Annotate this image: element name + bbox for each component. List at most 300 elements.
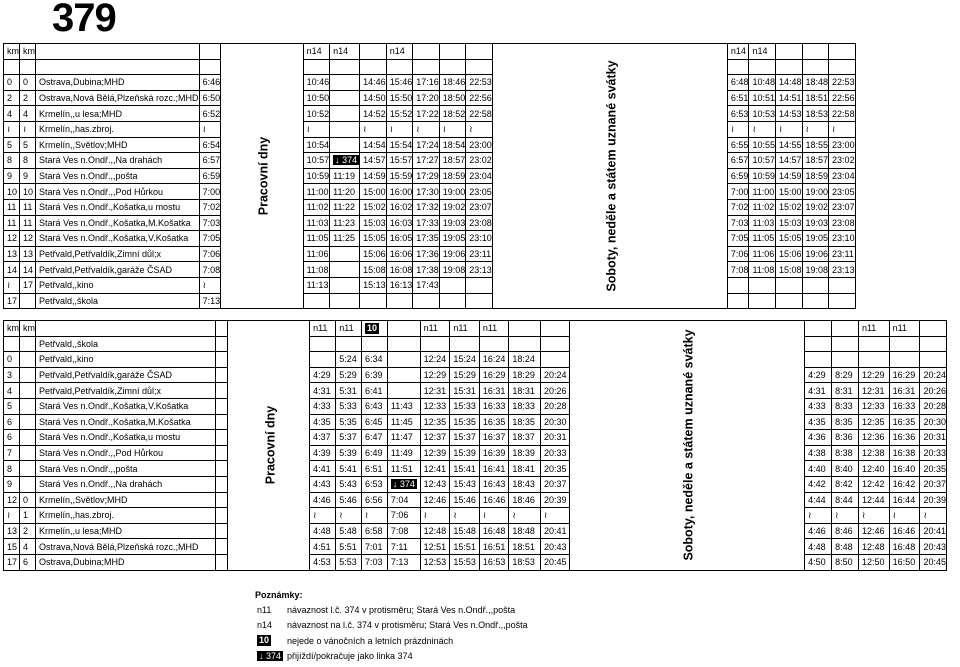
km-cell <box>20 414 36 430</box>
note-cell: n11 <box>450 321 480 337</box>
time-cell: 5:53 <box>336 554 362 570</box>
time-cell: 23:11 <box>829 246 856 262</box>
time-cell: 4:31 <box>805 383 832 399</box>
time-cell: 15:08 <box>360 262 387 278</box>
km-cell: 6 <box>4 430 20 446</box>
time-cell <box>215 492 227 508</box>
time-cell <box>413 293 440 309</box>
table-row <box>4 90 856 106</box>
time-cell: 4:33 <box>310 398 336 414</box>
time-cell <box>387 383 420 399</box>
time-cell: 23:07 <box>466 199 493 215</box>
time-cell: 6:48 <box>727 75 749 91</box>
time-cell: 12:24 <box>420 352 450 368</box>
km-cell: 5 <box>4 137 20 153</box>
time-cell: 14:59 <box>775 168 802 184</box>
time-cell: 11:19 <box>330 168 360 184</box>
time-cell: ≀ <box>303 121 330 137</box>
time-cell <box>889 352 920 368</box>
time-cell: 16:44 <box>889 492 920 508</box>
time-cell: 16:31 <box>889 383 920 399</box>
km-cell: 4 <box>20 106 36 122</box>
km-cell <box>20 445 36 461</box>
time-cell: 20:24 <box>541 367 570 383</box>
time-cell <box>749 277 776 293</box>
header-cell <box>439 59 466 75</box>
time-cell: 15:08 <box>775 262 802 278</box>
km-cell <box>20 398 36 414</box>
table-row <box>4 539 947 555</box>
time-cell: 5:46 <box>336 492 362 508</box>
table-row <box>4 336 947 352</box>
footnote-symbol <box>255 605 287 615</box>
time-cell: 6:41 <box>361 383 387 399</box>
time-cell: 16:29 <box>889 367 920 383</box>
continues-line-badge: ↓ 374 <box>392 479 415 490</box>
note-cell <box>361 321 387 337</box>
header-cell <box>303 59 330 75</box>
time-cell: 4:41 <box>310 461 336 477</box>
time-cell: 11:05 <box>303 231 330 247</box>
time-cell: 10:59 <box>749 168 776 184</box>
time-cell: 10:50 <box>303 90 330 106</box>
time-cell: 7:13 <box>199 293 221 309</box>
time-cell: 17:20 <box>413 90 440 106</box>
time-cell: 5:41 <box>336 461 362 477</box>
km-cell: 9 <box>20 168 36 184</box>
time-cell <box>215 476 227 492</box>
table-row <box>4 137 856 153</box>
time-cell: ≀ <box>361 508 387 524</box>
time-cell: 4:42 <box>805 476 832 492</box>
time-cell: 7:06 <box>199 246 221 262</box>
time-cell: 23:04 <box>466 168 493 184</box>
time-cell <box>215 414 227 430</box>
time-cell: ≀ <box>802 121 829 137</box>
time-cell: 7:03 <box>199 215 221 231</box>
note-cell: n14 <box>727 44 749 60</box>
time-cell: 11:13 <box>303 277 330 293</box>
table-row <box>4 352 947 368</box>
km-cell: 0 <box>20 492 36 508</box>
time-cell: 8:46 <box>832 523 859 539</box>
time-cell: 18:46 <box>509 492 541 508</box>
time-cell: 20:45 <box>920 554 947 570</box>
time-cell: 20:28 <box>920 398 947 414</box>
time-cell: 11:23 <box>330 215 360 231</box>
table-row <box>4 492 947 508</box>
time-cell: 16:51 <box>479 539 509 555</box>
time-cell: 23:05 <box>829 184 856 200</box>
time-cell <box>386 293 413 309</box>
time-cell: ≀ <box>360 121 387 137</box>
footnote-symbol-text: n14 <box>257 620 273 631</box>
time-cell: 23:02 <box>466 153 493 169</box>
time-cell: 19:05 <box>439 231 466 247</box>
time-cell: 19:03 <box>439 215 466 231</box>
time-cell: 16:35 <box>889 414 920 430</box>
header-cell <box>749 59 776 75</box>
time-cell: 22:58 <box>466 106 493 122</box>
footnote-text: návaznost na l.č. 374 v protisměru; Stará Ves n.Ondř.,,pošta <box>287 620 528 631</box>
time-cell: 6:59 <box>727 168 749 184</box>
time-cell: 10:54 <box>303 137 330 153</box>
time-cell: 6:39 <box>361 367 387 383</box>
table-row <box>4 293 856 309</box>
time-cell: 12:48 <box>420 523 450 539</box>
time-cell: 19:08 <box>439 262 466 278</box>
time-cell: 20:45 <box>541 554 570 570</box>
time-cell: 10:57 <box>749 153 776 169</box>
km-cell: 11 <box>20 199 36 215</box>
km-cell: 11 <box>20 215 36 231</box>
km-cell <box>4 336 20 352</box>
time-cell <box>330 90 360 106</box>
time-cell: 14:59 <box>360 168 387 184</box>
time-cell: 8:50 <box>832 554 859 570</box>
time-cell <box>832 352 859 368</box>
note-cell <box>360 44 387 60</box>
table-row <box>4 168 856 184</box>
time-cell: 17:36 <box>413 246 440 262</box>
note-cell: n14 <box>749 44 776 60</box>
time-cell <box>775 293 802 309</box>
time-cell <box>805 352 832 368</box>
footnote-item <box>255 649 528 665</box>
time-cell <box>387 367 420 383</box>
time-cell: 16:37 <box>479 430 509 446</box>
stop-name: Krmelín,,u lesa;MHD <box>36 523 216 539</box>
time-cell: 11:03 <box>749 215 776 231</box>
time-cell: ≀ <box>805 508 832 524</box>
footnote-item <box>255 633 528 649</box>
time-cell: 8:44 <box>832 492 859 508</box>
km-cell: 8 <box>4 153 20 169</box>
time-cell <box>450 336 480 352</box>
km-cell: 13 <box>4 523 20 539</box>
stop-name: Krmelín,,has.zbroj. <box>36 121 200 137</box>
time-cell: 20:30 <box>541 414 570 430</box>
footnote-symbol-text: n11 <box>257 604 272 615</box>
km-cell <box>20 352 36 368</box>
time-cell: 6:51 <box>361 461 387 477</box>
time-cell: 12:41 <box>420 461 450 477</box>
time-cell <box>215 461 227 477</box>
time-cell: 16:50 <box>889 554 920 570</box>
time-cell: 18:59 <box>439 168 466 184</box>
time-cell: 23:00 <box>466 137 493 153</box>
time-cell: 16:46 <box>479 492 509 508</box>
km-cell <box>20 336 36 352</box>
time-cell: 7:13 <box>387 554 420 570</box>
stop-name: Krmelín,,Světlov;MHD <box>36 137 200 153</box>
time-cell: 20:30 <box>920 414 947 430</box>
table-row <box>4 121 856 137</box>
time-cell: 6:54 <box>199 137 221 153</box>
time-cell: 14:53 <box>775 106 802 122</box>
stop-header <box>36 321 216 337</box>
time-cell: 20:43 <box>920 539 947 555</box>
time-cell: 8:35 <box>832 414 859 430</box>
weekends-label-label: Soboty, neděle a státem uznané svátky <box>681 329 696 561</box>
stop-name: Stará Ves n.Ondř.,,Na drahách <box>36 153 200 169</box>
time-cell: 10:52 <box>303 106 330 122</box>
time-cell: 12:42 <box>858 476 889 492</box>
time-cell: 19:00 <box>439 184 466 200</box>
time-cell: 12:46 <box>420 492 450 508</box>
time-cell: 11:08 <box>303 262 330 278</box>
time-cell: 5:37 <box>336 430 362 446</box>
km-cell: 9 <box>4 168 20 184</box>
stop-name: Krmelín,,u lesa;MHD <box>36 106 200 122</box>
time-cell <box>330 75 360 91</box>
time-cell: ≀ <box>509 508 541 524</box>
time-cell: 20:41 <box>920 523 947 539</box>
time-cell: 18:31 <box>509 383 541 399</box>
time-cell: 15:51 <box>450 539 480 555</box>
km-cell: 17 <box>4 554 20 570</box>
time-cell: 7:05 <box>727 231 749 247</box>
time-cell: 11:25 <box>330 231 360 247</box>
time-cell: 11:20 <box>330 184 360 200</box>
km-cell: ≀ <box>4 121 20 137</box>
time-cell <box>805 336 832 352</box>
time-cell <box>361 336 387 352</box>
table-row <box>4 523 947 539</box>
km-cell: 0 <box>4 75 20 91</box>
time-cell: 18:51 <box>802 90 829 106</box>
workdays-label <box>221 44 304 309</box>
table-row <box>4 215 856 231</box>
note-cell <box>829 44 856 60</box>
table-row <box>4 262 856 278</box>
time-cell: 14:55 <box>775 137 802 153</box>
time-cell: 22:58 <box>829 106 856 122</box>
time-cell: ≀ <box>420 508 450 524</box>
km-cell: 13 <box>20 246 36 262</box>
time-cell: 4:53 <box>310 554 336 570</box>
time-cell: 16:41 <box>479 461 509 477</box>
time-cell: 6:34 <box>361 352 387 368</box>
note-cell <box>439 44 466 60</box>
time-cell: 12:36 <box>858 430 889 446</box>
time-cell <box>420 336 450 352</box>
table-row <box>4 153 856 169</box>
km-cell: 11 <box>4 215 20 231</box>
time-cell: 5:39 <box>336 445 362 461</box>
time-cell: 12:50 <box>858 554 889 570</box>
stop-name: Stará Ves n.Ondř.,Košatka,V.Košatka <box>36 398 216 414</box>
footnote-symbol <box>255 620 287 630</box>
time-cell: 19:06 <box>802 246 829 262</box>
time-cell: 11:06 <box>303 246 330 262</box>
time-cell: 15:37 <box>450 430 480 446</box>
time-cell: 7:08 <box>199 262 221 278</box>
time-cell: 12:46 <box>858 523 889 539</box>
time-cell: 11:08 <box>749 262 776 278</box>
time-cell: 15:59 <box>386 168 413 184</box>
header-cell <box>386 59 413 75</box>
note-cell <box>466 44 493 60</box>
footnote-symbol-text: ↓ 374 <box>259 651 282 662</box>
time-cell: 11:00 <box>749 184 776 200</box>
weekends-label <box>492 44 727 309</box>
time-cell: 6:58 <box>361 523 387 539</box>
time-cell: 6:43 <box>361 398 387 414</box>
time-cell: 16:05 <box>386 231 413 247</box>
time-cell: 12:33 <box>420 398 450 414</box>
time-cell <box>215 445 227 461</box>
time-cell: 6:49 <box>361 445 387 461</box>
time-cell: 16:43 <box>479 476 509 492</box>
time-cell: 15:03 <box>360 215 387 231</box>
time-cell <box>215 352 227 368</box>
time-cell: 15:13 <box>360 277 387 293</box>
km-header: km <box>4 321 20 337</box>
time-cell: 11:49 <box>387 445 420 461</box>
time-cell: ≀ <box>775 121 802 137</box>
time-cell: 11:02 <box>749 199 776 215</box>
time-cell: 18:35 <box>509 414 541 430</box>
time-cell <box>829 293 856 309</box>
time-cell: 10:48 <box>749 75 776 91</box>
time-cell: 23:13 <box>829 262 856 278</box>
time-cell: ≀ <box>386 121 413 137</box>
note-cell <box>775 44 802 60</box>
table-row <box>4 367 947 383</box>
km-cell <box>20 430 36 446</box>
time-cell: 7:08 <box>727 262 749 278</box>
km-cell <box>20 383 36 399</box>
holiday-note-badge: 10 <box>366 323 377 334</box>
time-cell: 12:37 <box>420 430 450 446</box>
note-cell <box>920 321 947 337</box>
stop-name: Stará Ves n.Ondř.,Košatka,M.Košatka <box>36 414 216 430</box>
time-cell: 11:03 <box>303 215 330 231</box>
time-cell: 17:24 <box>413 137 440 153</box>
time-cell: 12:43 <box>420 476 450 492</box>
time-cell: 17:33 <box>413 215 440 231</box>
stop-name: Petřvald,Petřvaldík,garáže ČSAD <box>36 262 200 278</box>
header-cell <box>802 59 829 75</box>
time-cell: 7:05 <box>199 231 221 247</box>
km-cell <box>20 476 36 492</box>
time-cell: 16:40 <box>889 461 920 477</box>
time-cell <box>330 121 360 137</box>
stop-header <box>36 44 200 60</box>
time-cell: 8:31 <box>832 383 859 399</box>
time-cell <box>215 336 227 352</box>
time-cell: 14:51 <box>775 90 802 106</box>
time-cell <box>858 336 889 352</box>
note-cell <box>541 321 570 337</box>
header-cell <box>330 59 360 75</box>
time-cell: 22:53 <box>466 75 493 91</box>
time-cell: 18:24 <box>509 352 541 368</box>
time-cell: 15:43 <box>450 476 480 492</box>
stop-name: Stará Ves n.Ondř.,,Pod Hůrkou <box>36 184 200 200</box>
time-cell <box>215 523 227 539</box>
stop-name: Stará Ves n.Ondř.,Košatka,u mostu <box>36 199 200 215</box>
time-cell: 10:55 <box>749 137 776 153</box>
time-cell: 11:22 <box>330 199 360 215</box>
time-cell: 12:40 <box>858 461 889 477</box>
time-cell: 18:29 <box>509 367 541 383</box>
weekends-label-label: Soboty, neděle a státem uznané svátky <box>604 59 619 292</box>
km-header: km <box>4 44 20 60</box>
header-cell <box>775 59 802 75</box>
km-cell: 8 <box>20 153 36 169</box>
time-cell: 6:51 <box>727 90 749 106</box>
time-cell <box>802 293 829 309</box>
time-cell: 4:39 <box>310 445 336 461</box>
km-cell: 10 <box>20 184 36 200</box>
time-cell: 11:47 <box>387 430 420 446</box>
note-cell: n14 <box>386 44 413 60</box>
time-cell <box>360 293 387 309</box>
time-cell <box>215 383 227 399</box>
time-cell <box>775 277 802 293</box>
time-cell: 15:52 <box>386 106 413 122</box>
time-cell: 17:29 <box>413 168 440 184</box>
stop-name: Petřvald,,škola <box>36 336 216 352</box>
km-cell: 4 <box>4 106 20 122</box>
time-cell: ≀ <box>199 121 221 137</box>
time-cell: 18:43 <box>509 476 541 492</box>
stop-name: Stará Ves n.Ondř.,,Pod Hůrkou <box>36 445 216 461</box>
time-cell: 15:06 <box>775 246 802 262</box>
footnotes <box>255 590 528 664</box>
time-cell: 8:38 <box>832 445 859 461</box>
time-cell: 6:55 <box>727 137 749 153</box>
table-row <box>4 414 947 430</box>
stop-name: Ostrava,Nová Bělá,Plzeňská rozc.;MHD <box>36 539 216 555</box>
time-cell <box>889 336 920 352</box>
km-cell: 2 <box>4 90 20 106</box>
km-cell: 17 <box>20 277 36 293</box>
note-cell: n14 <box>330 44 360 60</box>
time-cell: 16:42 <box>889 476 920 492</box>
km-cell: 11 <box>4 199 20 215</box>
time-cell: 4:48 <box>805 539 832 555</box>
time-cell: 12:33 <box>858 398 889 414</box>
time-cell: 15:39 <box>450 445 480 461</box>
footnote-item <box>255 618 528 634</box>
time-cell: 5:43 <box>336 476 362 492</box>
time-cell: 12:51 <box>420 539 450 555</box>
stop-name: Stará Ves n.Ondř.,Košatka,V.Košatka <box>36 231 200 247</box>
time-cell: 23:05 <box>466 184 493 200</box>
time-cell <box>387 336 420 352</box>
time-cell <box>215 430 227 446</box>
time-cell: 19:08 <box>802 262 829 278</box>
footnote-symbol-text: 10 <box>259 635 270 646</box>
stop-name: Petřvald,,kino <box>36 352 216 368</box>
km-cell: ≀ <box>20 121 36 137</box>
stop-name: Stará Ves n.Ondř.,,pošta <box>36 168 200 184</box>
time-cell: 11:06 <box>749 246 776 262</box>
note-cell <box>387 321 420 337</box>
time-cell: ≀ <box>858 508 889 524</box>
time-cell: 10:57 <box>303 153 330 169</box>
time-cell: 18:54 <box>439 137 466 153</box>
note-cell: n11 <box>336 321 362 337</box>
time-cell: 6:46 <box>199 75 221 91</box>
time-cell: 16:33 <box>479 398 509 414</box>
footnote-text: návaznost l.č. 374 v protisměru; Stará Ves n.Ondř.,,pošta <box>287 604 516 615</box>
km-cell: 8 <box>4 461 20 477</box>
time-cell: 7:01 <box>361 539 387 555</box>
